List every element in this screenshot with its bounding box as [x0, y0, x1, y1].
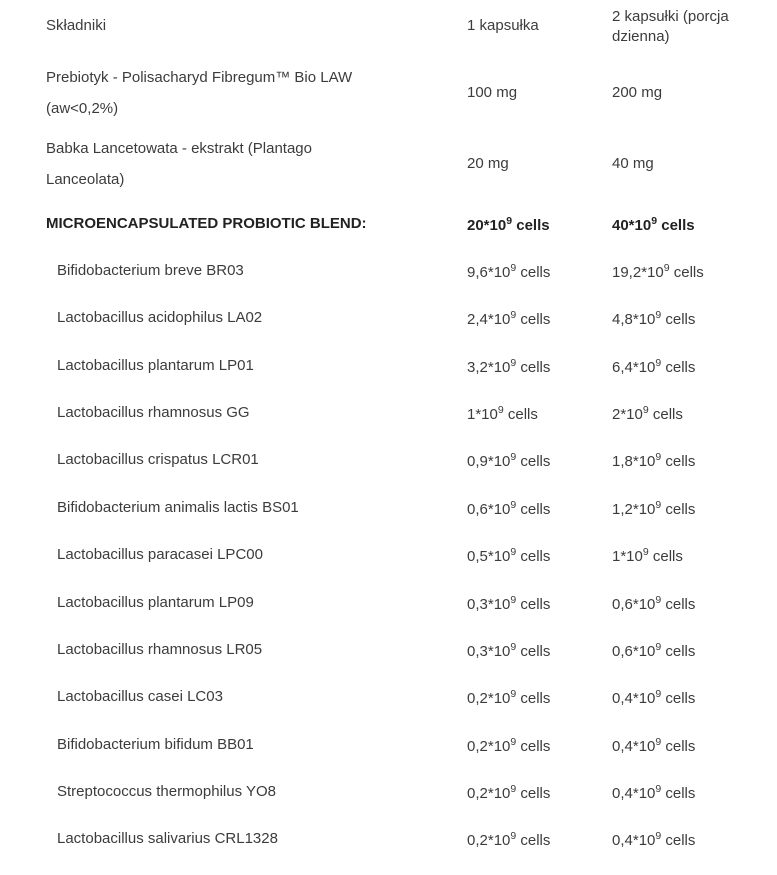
- strain-name: Lactobacillus crispatus LCR01: [57, 451, 259, 468]
- value-two-capsules: $1*10^9$ cells: [612, 546, 683, 565]
- value-two-capsules: $4,8*10^9$ cells: [612, 309, 696, 328]
- value-two-capsules: $1,8*10^9$ cells: [612, 451, 696, 470]
- value-two-capsules: $0,4*10^9$ cells: [612, 736, 696, 755]
- value-two-capsules: 40 mg: [612, 155, 654, 172]
- value-two-capsules: $0,6*10^9$ cells: [612, 641, 696, 660]
- value-two-capsules: $2*10^9$ cells: [612, 404, 683, 423]
- value-one-capsule: 100 mg: [467, 84, 518, 101]
- strain-name: Bifidobacterium bifidum BB01: [57, 736, 254, 753]
- value-two-capsules: $0,4*10^9$ cells: [612, 783, 696, 802]
- strain-name: Lactobacillus plantarum LP01: [57, 357, 254, 374]
- strain-name: Lactobacillus casei LC03: [57, 688, 223, 705]
- value-two-capsules: $1,2*10^9$ cells: [612, 499, 696, 518]
- value-one-capsule: $2,4*10^9$ cells: [467, 309, 551, 328]
- strain-name: Lactobacillus salivarius CRL1328: [57, 830, 278, 847]
- value-one-capsule: $0,2*10^9$ cells: [467, 783, 551, 802]
- value-two-capsules: $0,4*10^9$ cells: [612, 830, 696, 849]
- value-one-capsule: $3,2*10^9$ cells: [467, 357, 551, 376]
- value-two-capsules: 200 mg: [612, 84, 663, 101]
- value-one-capsule: $0,3*10^9$ cells: [467, 594, 551, 613]
- ingredient-name: Babka Lancetowata - ekstrakt (Plantago Lanceolata): [46, 140, 312, 188]
- value-one-capsule: $0,6*10^9$ cells: [467, 499, 551, 518]
- value-two-capsules: $6,4*10^9$ cells: [612, 357, 696, 376]
- strain-name: Lactobacillus rhamnosus GG: [57, 404, 250, 421]
- strain-name: Lactobacillus paracasei LPC00: [57, 546, 263, 563]
- blend-value-one-capsule: $20*10^9$ cells: [467, 215, 550, 234]
- blend-name: MICROENCAPSULATED PROBIOTIC BLEND:: [46, 215, 367, 232]
- value-one-capsule: $0,2*10^9$ cells: [467, 830, 551, 849]
- value-one-capsule: 20 mg: [467, 155, 509, 172]
- strain-name: Streptococcus thermophilus YO8: [57, 783, 277, 800]
- value-two-capsules: $0,4*10^9$ cells: [612, 688, 696, 707]
- value-two-capsules: $19,2*10^9$ cells: [612, 262, 704, 281]
- value-one-capsule: $0,2*10^9$ cells: [467, 736, 551, 755]
- value-two-capsules: $0,6*10^9$ cells: [612, 594, 696, 613]
- value-one-capsule: $0,5*10^9$ cells: [467, 546, 551, 565]
- value-one-capsule: $9,6*10^9$ cells: [467, 262, 551, 281]
- strain-name: Bifidobacterium animalis lactis BS01: [57, 499, 299, 516]
- blend-value-two-capsules: $40*10^9$ cells: [612, 215, 695, 234]
- value-one-capsule: $1*10^9$ cells: [467, 404, 538, 423]
- value-one-capsule: $0,2*10^9$ cells: [467, 688, 551, 707]
- value-one-capsule: $0,3*10^9$ cells: [467, 641, 551, 660]
- value-one-capsule: $0,9*10^9$ cells: [467, 451, 551, 470]
- strain-name: Lactobacillus acidophilus LA02: [57, 309, 263, 326]
- header-two-capsules: 2 kapsułki (porcja dzienna): [612, 8, 729, 45]
- strain-name: Lactobacillus rhamnosus LR05: [57, 641, 263, 658]
- ingredient-name: Prebiotyk - Polisacharyd Fibregum™ Bio LAW (aw<0,2%): [46, 69, 353, 117]
- strain-name: Lactobacillus plantarum LP09: [57, 594, 254, 611]
- strain-name: Bifidobacterium breve BR03: [57, 262, 244, 279]
- header-ingredient: Składniki: [46, 17, 107, 34]
- header-one-capsule: 1 kapsułka: [467, 17, 539, 34]
